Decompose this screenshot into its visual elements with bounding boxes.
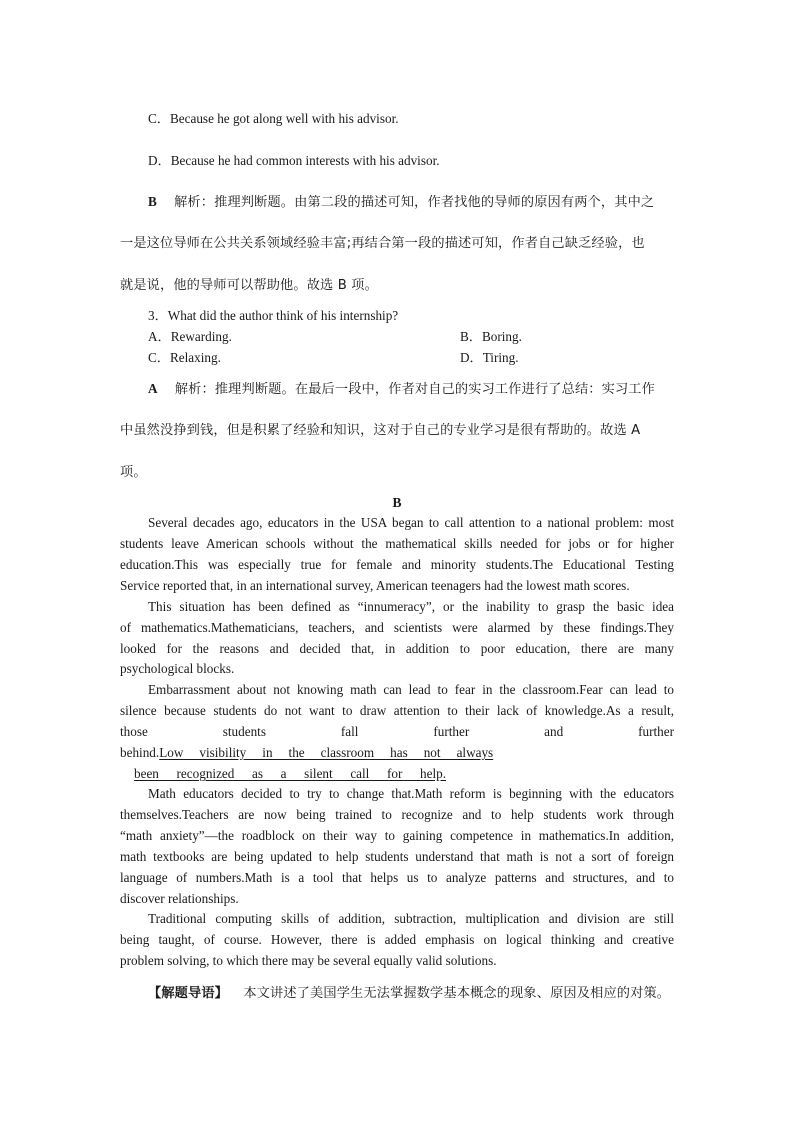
explanation-2-line-2: 一是这位导师在公共关系领域经验丰富;再结合第一段的描述可知，作者自己缺乏经验，也 <box>120 236 645 251</box>
guide-label: 【解题导语】 <box>148 986 229 1001</box>
underlined-sentence-part-2: been recognized as a silent call for help. <box>134 766 446 781</box>
p2-line-3: looked for the reasons and decided that, in addition to poor education, there are many <box>120 641 674 656</box>
p1-line-1: Several decades ago, educators in the USA began to call attention to a national problem: most <box>148 515 674 530</box>
p4-line-1: Math educators decided to try to change that.Math reform is beginning with the educators <box>148 786 674 801</box>
underlined-sentence-part-1: Low visibility in the classroom has not always <box>159 745 494 760</box>
p5-line-2: being taught, of course. However, there is added emphasis on logical thinking and creative <box>120 932 674 947</box>
p2-line-1: This situation has been defined as “innumeracy”, or the inability to grasp the basic idea <box>148 599 674 614</box>
passage-heading: B <box>392 495 402 510</box>
p4-line-3: “math anxiety”—the roadblock on their way to gaining competence in mathematics.In addition, <box>120 828 674 843</box>
p1-line-3: education.This was especially true for female and minority students.The Educational Testing <box>120 557 674 572</box>
question-3-option-d: D．Tiring. <box>460 350 519 365</box>
answer-letter: B <box>148 194 157 209</box>
explanation-2-line-3: 就是说，他的导师可以帮助他。故选 B 项。 <box>120 278 378 293</box>
p5-line-1: Traditional computing skills of addition, subtraction, multiplication and division are still <box>148 911 674 926</box>
question-3-option-b: B．Boring. <box>460 329 522 344</box>
p3-line-5 <box>120 766 446 782</box>
p4-line-6: discover relationships. <box>120 891 239 906</box>
option-c: C．Because he got along well with his advisor. <box>148 111 399 126</box>
p3-line-2: silence because students do not want to draw attention to their lack of knowledge.As a result, <box>120 703 674 718</box>
explanation-3-line-3: 项。 <box>120 465 147 480</box>
option-d: D．Because he had common interests with his advisor. <box>148 153 440 168</box>
question-3-option-a: A．Rewarding. <box>148 329 232 344</box>
p3-line-4 <box>120 745 493 761</box>
explanation-3-line-1 <box>148 381 655 398</box>
p3-line-1: Embarrassment about not knowing math can lead to fear in the classroom.Fear can lead to <box>148 682 674 697</box>
question-3-option-c: C．Relaxing. <box>148 350 221 365</box>
p3-behind: behind. <box>120 745 160 760</box>
guide-line <box>148 985 670 1002</box>
explanation-text: 解析：推理判断题。由第二段的描述可知，作者找他的导师的原因有两个，其中之 <box>174 195 655 210</box>
p4-line-4: math textbooks are being updated to help students understand that math is not a sort of foreign <box>120 849 674 864</box>
p3-line-3: those students fall further and further <box>120 724 674 739</box>
explanation-text: 解析：推理判断题。在最后一段中，作者对自己的实习工作进行了总结：实习工作 <box>174 382 655 397</box>
explanation-3-line-2: 中虽然没挣到钱，但是积累了经验和知识，这对于自己的专业学习是很有帮助的。故选 A <box>120 423 641 438</box>
answer-letter: A <box>148 381 158 396</box>
p4-line-5: language of numbers.Math is a tool that helps us to analyze patterns and structures, and to <box>120 870 674 885</box>
p1-line-4: Service reported that, in an international survey, American teenagers had the lowest math scores. <box>120 578 630 593</box>
question-3-stem: 3．What did the author think of his internship? <box>148 308 399 323</box>
guide-text: 本文讲述了美国学生无法掌握数学基本概念的现象、原因及相应的对策。 <box>243 986 671 1001</box>
p4-line-2: themselves.Teachers are now being trained to recognize and to help students work through <box>120 807 674 822</box>
p2-line-2: of mathematics.Mathematicians, teachers, and scientists were alarmed by these findings.They <box>120 620 674 635</box>
p5-line-3: problem solving, to which there may be several equally valid solutions. <box>120 953 497 968</box>
p2-line-4: psychological blocks. <box>120 661 235 676</box>
explanation-2-line-1 <box>148 194 654 211</box>
p1-line-2: students leave American schools without the mathematical skills needed for jobs or for higher <box>120 536 674 551</box>
